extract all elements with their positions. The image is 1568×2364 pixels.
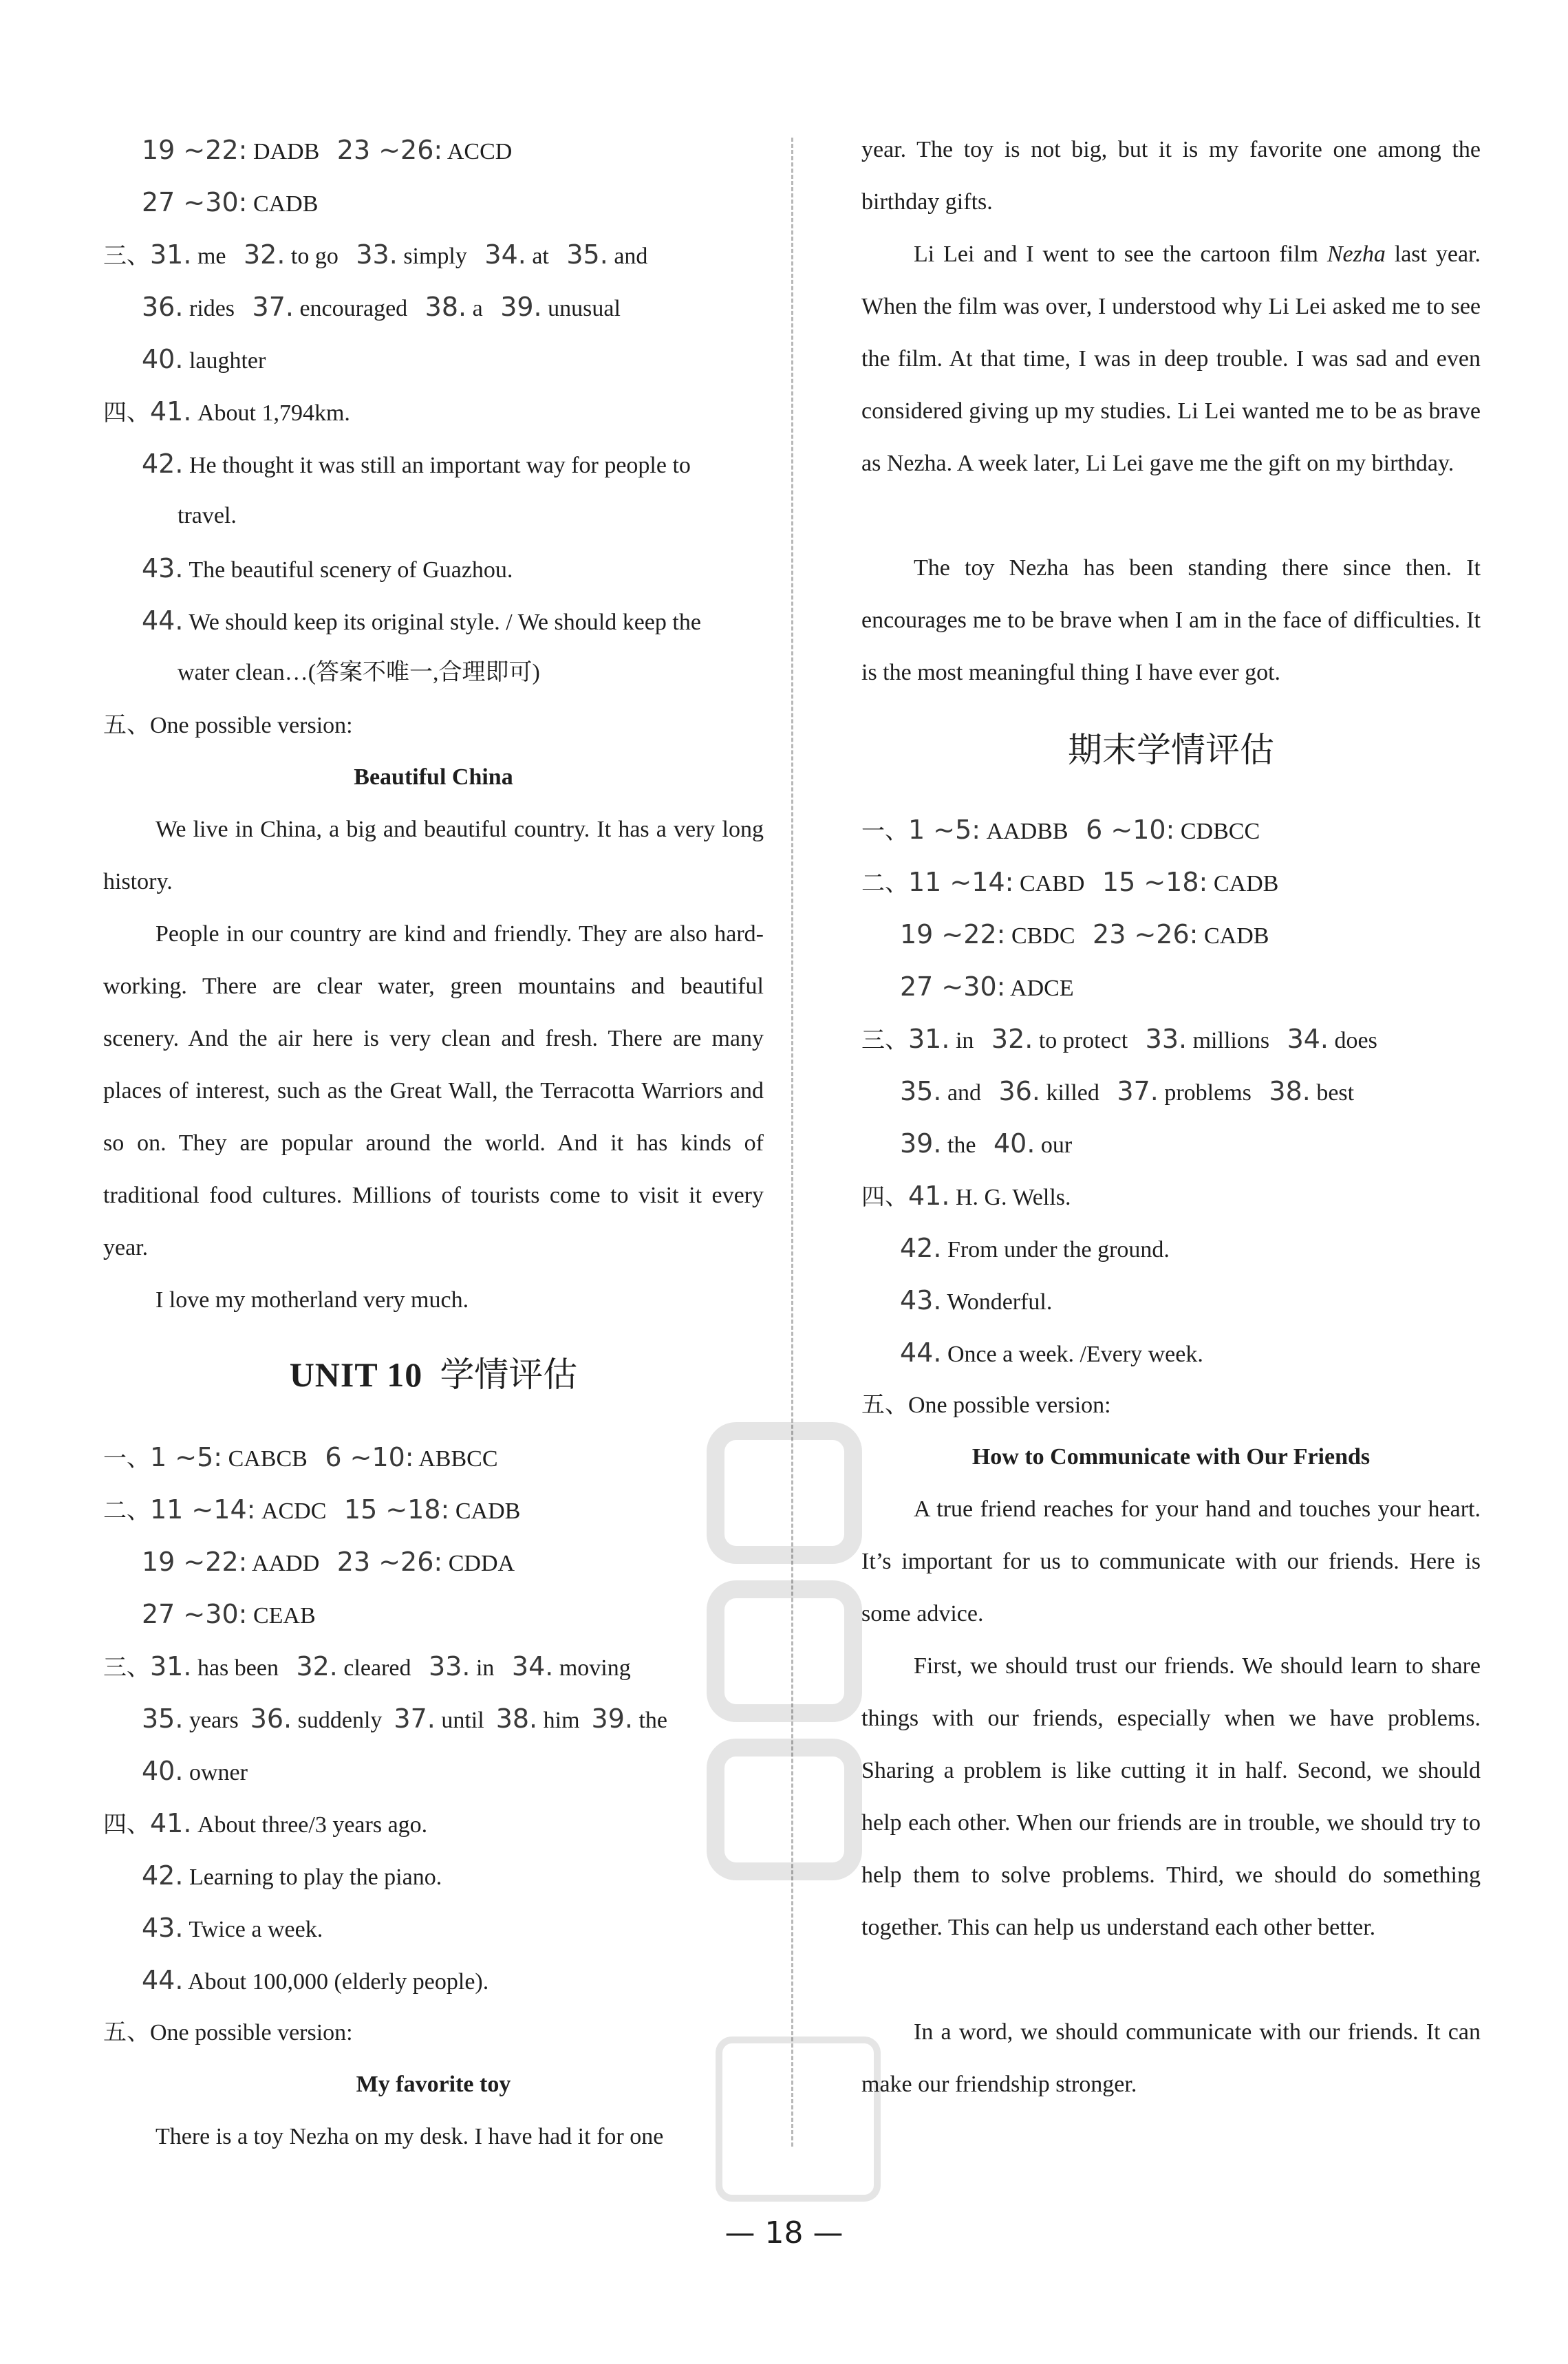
essay-paragraph: There is a toy Nezha on my desk. I have had it for one (155, 2124, 664, 2149)
answer-line: 44. About 100,000 (elderly people). (142, 1965, 489, 1995)
essay-paragraph: In a word, we should communicate with our friends. It can make our friendship stronger. (861, 2019, 1481, 2097)
essay-title: How to Communicate with Our Friends (971, 1444, 1371, 1470)
answer-line: 19 ~22: CBDC 23 ~26: CADB (900, 919, 1269, 949)
essay-paragraph: People in our country are kind and friendly. They are also hard-working. There are clear water, green mountains and beautiful scenery. And the air here is very clean and fresh. There are many places of interest, such as the Great Wall, the Terracotta Warriors and so on. They are popular around the world. And it has kinds of traditional food cultures. Millions of tourists come to visit it every year. (103, 921, 764, 1260)
answer-line: 五、One possible version: (861, 1391, 1111, 1419)
watermark-glyphs-icon (702, 1417, 874, 1899)
answer-line: 三、31. has been 32. cleared 33. in 34. moving (103, 1651, 631, 1681)
watermark-seal (702, 1417, 881, 1930)
answer-line: 五、One possible version: (103, 2019, 353, 2046)
essay-paragraph: Li Lei and I went to see the cartoon film Nezha last year. When the film was over, I understood why Li Lei asked me to see the film. At that time, I was in deep trouble. I was sad and even considered giving up my studies. Li Lei wanted me to be as brave as Nezha. A week later, Li Lei gave me the gift on my birthday. (861, 241, 1481, 476)
answer-line: 35. and 36. killed 37. problems 38. best (900, 1076, 1355, 1106)
section-heading: 期末学情评估 (1068, 730, 1274, 770)
answer-line: 27 ~30: CADB (142, 187, 319, 217)
answer-line: 一、1 ~5: AADBB 6 ~10: CDBCC (861, 815, 1260, 845)
answer-line: 三、31. in 32. to protect 33. millions 34. does (861, 1024, 1377, 1054)
answer-line: 39. the 40. our (900, 1128, 1073, 1159)
answer-line: 43. Twice a week. (142, 1913, 323, 1943)
answer-line: 43. The beautiful scenery of Guazhou. (142, 553, 513, 583)
answer-line: 19 ~22: DADB 23 ~26: ACCD (142, 135, 513, 165)
answer-line: 40. owner (142, 1756, 248, 1786)
answer-line: 四、41. About 1,794km. (103, 396, 350, 427)
answer-line: 43. Wonderful. (900, 1285, 1053, 1315)
answer-line: travel. (178, 503, 237, 528)
answer-line: 19 ~22: AADD 23 ~26: CDDA (142, 1547, 515, 1577)
essay-paragraph: A true friend reaches for your hand and touches your heart. It’s important for us to communicate with our friends. Here is some advice. (861, 1496, 1481, 1626)
page-number: — 18 — (724, 2215, 844, 2250)
answer-line: 三、31. me 32. to go 33. simply 34. at 35. and (103, 239, 648, 270)
answer-line: 44. Once a week. /Every week. (900, 1337, 1203, 1368)
answer-line: 一、1 ~5: CABCB 6 ~10: ABBCC (103, 1442, 498, 1472)
answer-line: 42. He thought it was still an important way for people to (142, 449, 691, 479)
answer-line: 27 ~30: CEAB (142, 1599, 316, 1629)
answer-line: 42. From under the ground. (900, 1233, 1170, 1263)
answer-line: 四、41. About three/3 years ago. (103, 1808, 428, 1838)
answer-line: 二、11 ~14: ACDC 15 ~18: CADB (103, 1494, 521, 1525)
answer-line: 40. laughter (142, 344, 266, 374)
answer-line: 四、41. H. G. Wells. (861, 1181, 1071, 1211)
answer-line: 二、11 ~14: CABD 15 ~18: CADB (861, 867, 1279, 897)
answer-line: water clean…(答案不唯一,合理即可) (178, 660, 540, 685)
essay-paragraph: We live in China, a big and beautiful country. It has a very long history. (103, 817, 764, 894)
essay-title: Beautiful China (354, 764, 513, 790)
answer-line: 35. years 36. suddenly 37. until 38. him 39. the (142, 1704, 668, 1734)
answer-line: 五、One possible version: (103, 711, 353, 739)
essay-paragraph: I love my motherland very much. (155, 1287, 469, 1313)
essay-paragraph: First, we should trust our friends. We should learn to share things with our friends, especially when we have problems. Sharing a problem is like cutting it in half. Second, we should help each other. When our friends are in trouble, we should try to help them to solve problems. Third, we should do something together. This can help us understand each other better. (861, 1653, 1481, 1940)
essay-paragraph: year. The toy is not big, but it is my favorite one among the birthday gifts. (861, 137, 1481, 215)
answer-line: 44. We should keep its original style. / We should keep the (142, 605, 701, 636)
section-heading: UNIT 10 学情评估 (289, 1355, 578, 1395)
essay-title: My favorite toy (356, 2072, 511, 2097)
essay-paragraph: The toy Nezha has been standing there since then. It encourages me to be brave when I am in the face of difficulties. It is the most meaningful thing I have ever got. (861, 555, 1481, 685)
answer-line: 27 ~30: ADCE (900, 971, 1074, 1002)
quality-stamp (716, 2037, 881, 2202)
answer-line: 36. rides 37. encouraged 38. a 39. unusual (142, 292, 621, 322)
answer-line: 42. Learning to play the piano. (142, 1860, 442, 1891)
